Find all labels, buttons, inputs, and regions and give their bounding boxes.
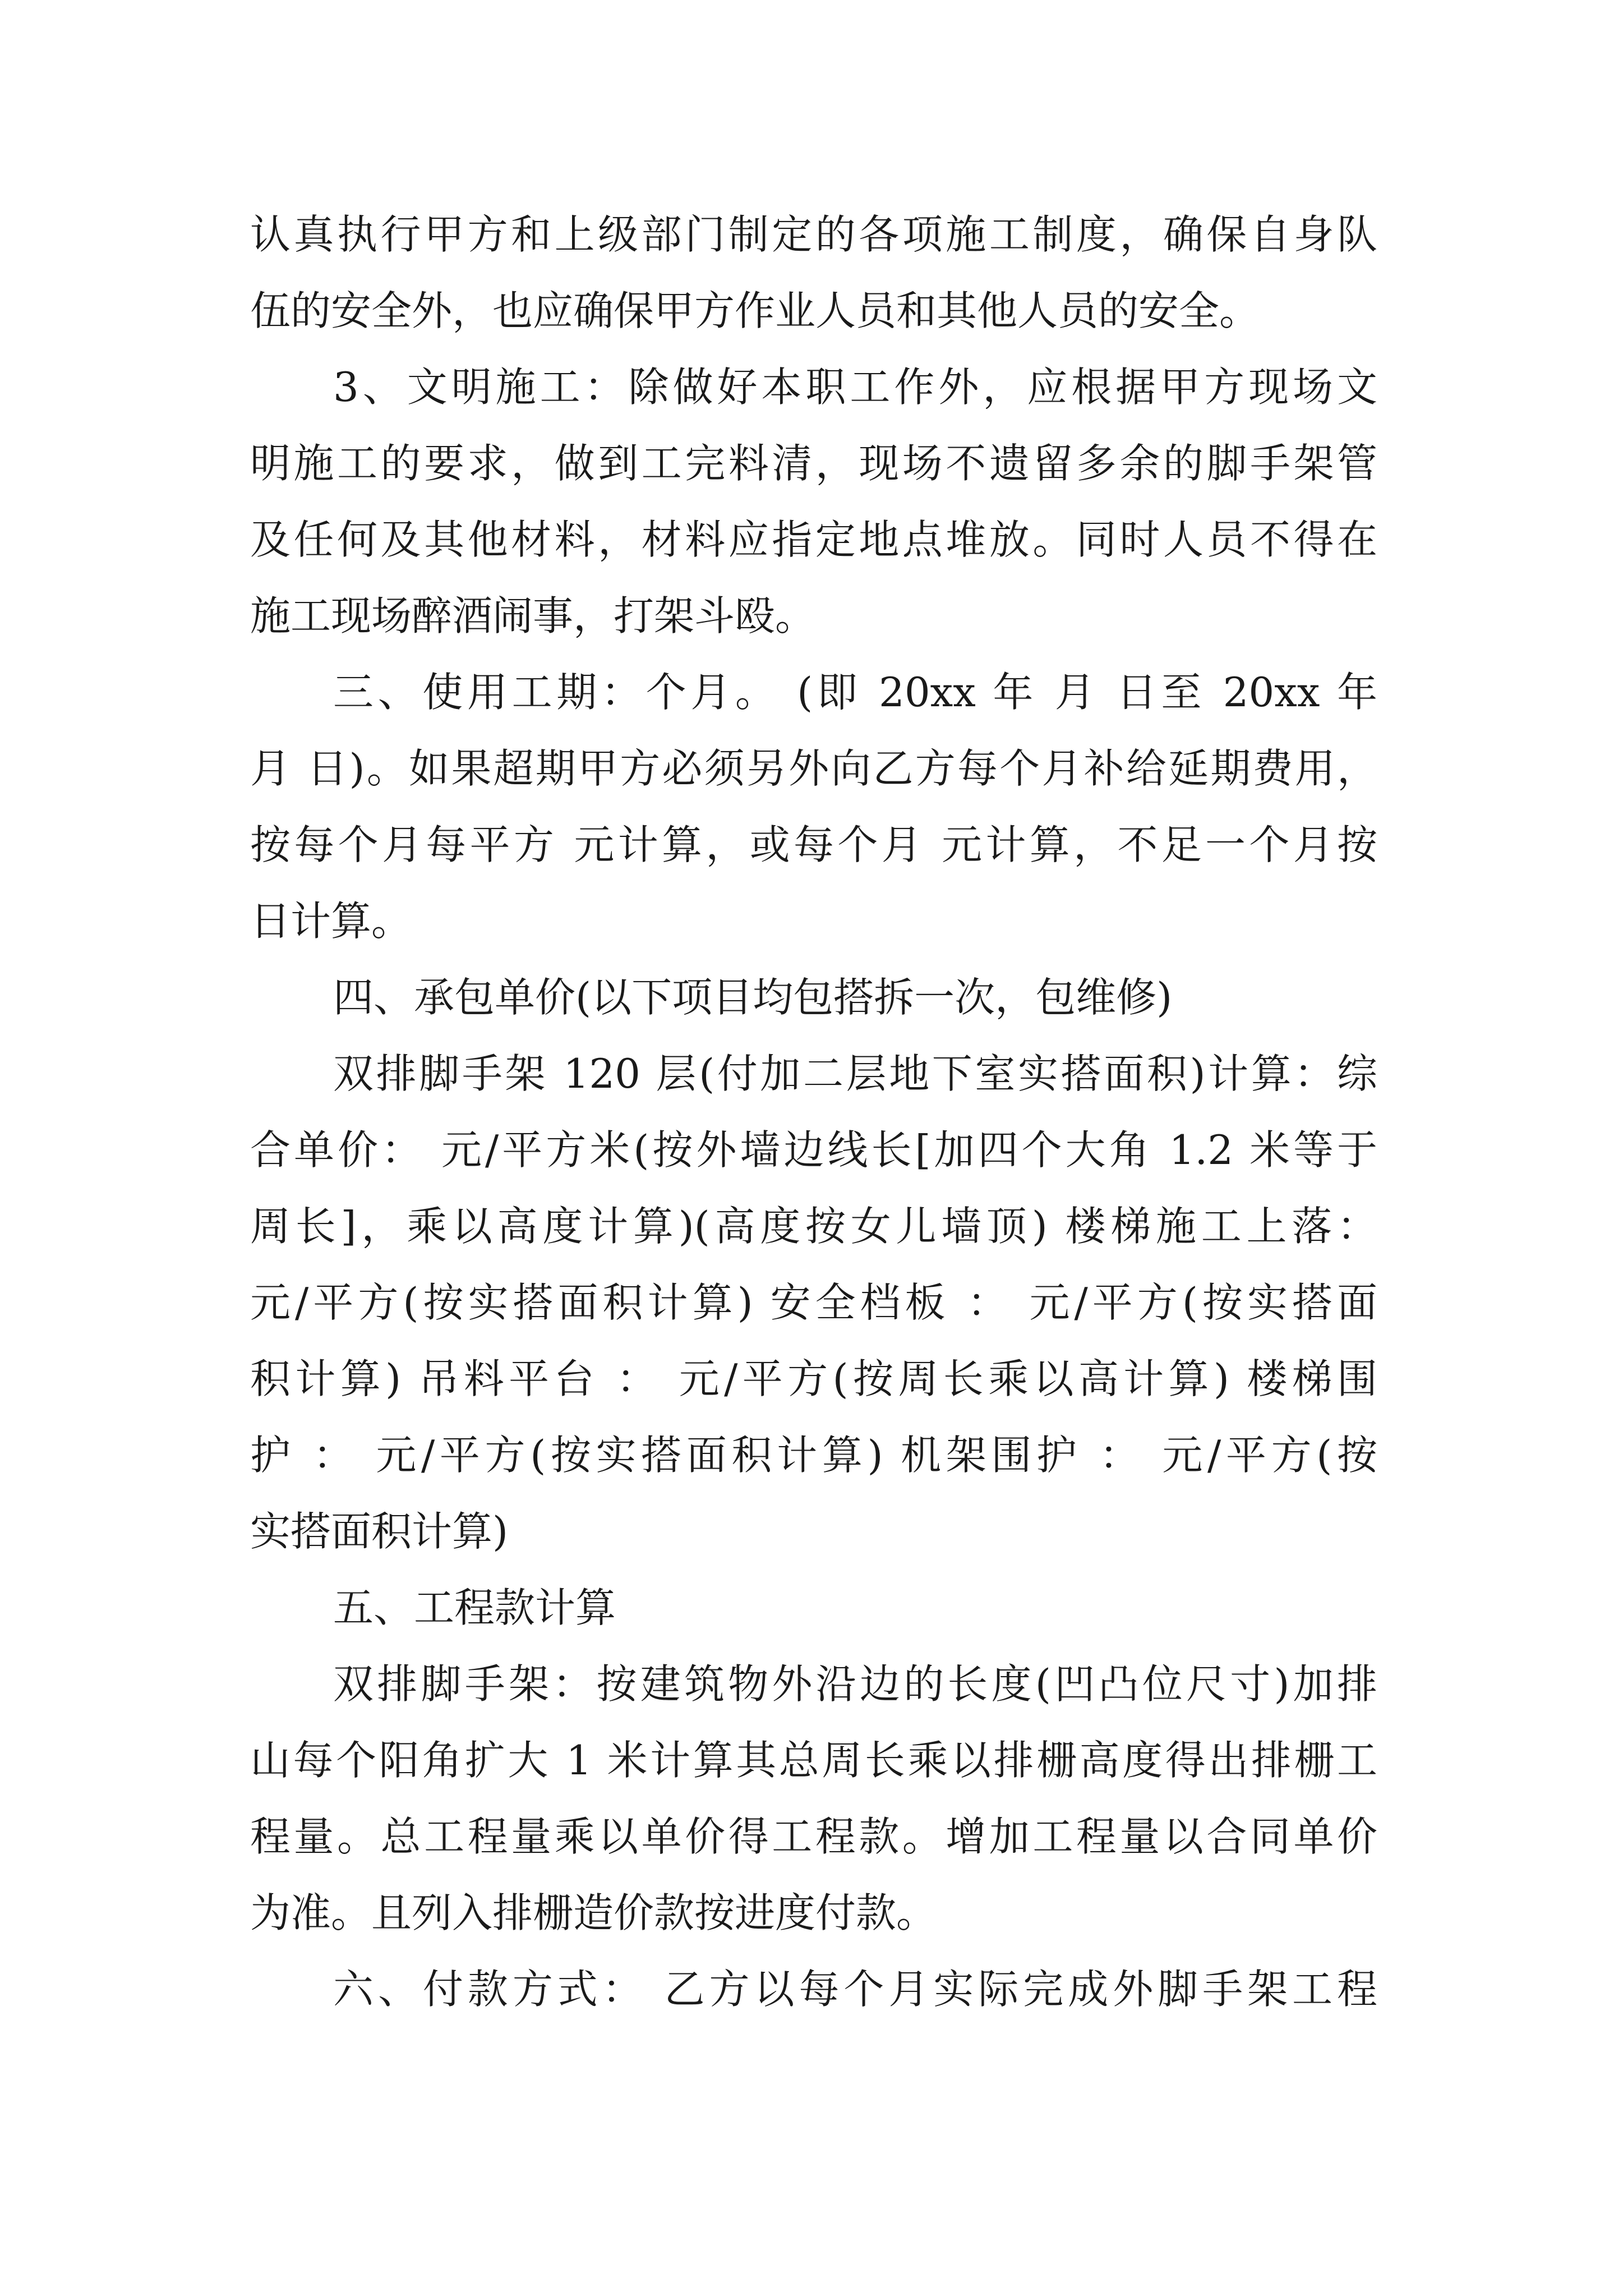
- text-line: 及任何及其他材料，材料应指定地点堆放。同时人员不得在: [250, 516, 1377, 563]
- text-line: 四、承包单价(以下项目均包搭拆一次，包维修): [333, 974, 1173, 1021]
- text-line: 3、文明施工：除做好本职工作外，应根据甲方现场文: [333, 364, 1377, 411]
- text-line: 双排脚手架：按建筑物外沿边的长度(凹凸位尺寸)加排: [333, 1660, 1377, 1708]
- text-line: 五、工程款计算: [333, 1584, 616, 1631]
- text-line: 三、使用工期：个月。 (即 20xx 年 月 日至 20xx 年: [333, 669, 1377, 716]
- text-line: 为准。且列入排栅造价款按进度付款。: [250, 1889, 937, 1936]
- text-line: 山每个阳角扩大 1 米计算其总周长乘以排栅高度得出排栅工: [250, 1737, 1377, 1784]
- text-line: 程量。总工程量乘以单价得工程款。增加工程量以合同单价: [250, 1813, 1377, 1860]
- text-line: 认真执行甲方和上级部门制定的各项施工制度，确保自身队: [250, 211, 1377, 258]
- text-line: 元/平方(按实搭面积计算) 安全档板 ： 元/平方(按实搭面: [250, 1279, 1377, 1326]
- text-line: 明施工的要求，做到工完料清，现场不遗留多余的脚手架管: [250, 440, 1377, 487]
- text-line: 合单价： 元/平方米(按外墙边线长[加四个大角 1.2 米等于: [250, 1126, 1377, 1174]
- text-line: 施工现场醉酒闹事，打架斗殴。: [250, 592, 816, 639]
- text-line: 六、付款方式： 乙方以每个月实际完成外脚手架工程: [333, 1966, 1377, 2013]
- text-line: 实搭面积计算): [250, 1508, 509, 1555]
- text-line: 周长]，乘以高度计算)(高度按女儿墙顶) 楼梯施工上落：: [250, 1203, 1377, 1250]
- text-line: 按每个月每平方 元计算，或每个月 元计算，不足一个月按: [250, 821, 1377, 868]
- text-line: 伍的安全外，也应确保甲方作业人员和其他人员的安全。: [250, 287, 1260, 334]
- document-page: [250, 196, 1377, 2027]
- text-line: 日计算。: [250, 898, 412, 945]
- text-line: 护 ： 元/平方(按实搭面积计算) 机架围护 ： 元/平方(按: [250, 1432, 1377, 1479]
- text-line: 积计算) 吊料平台 ： 元/平方(按周长乘以高计算) 楼梯围: [250, 1355, 1377, 1402]
- text-line: 月 日)。如果超期甲方必须另外向乙方每个月补给延期费用，: [250, 745, 1377, 792]
- text-line: 双排脚手架 120 层(付加二层地下室实搭面积)计算：综: [333, 1050, 1377, 1097]
